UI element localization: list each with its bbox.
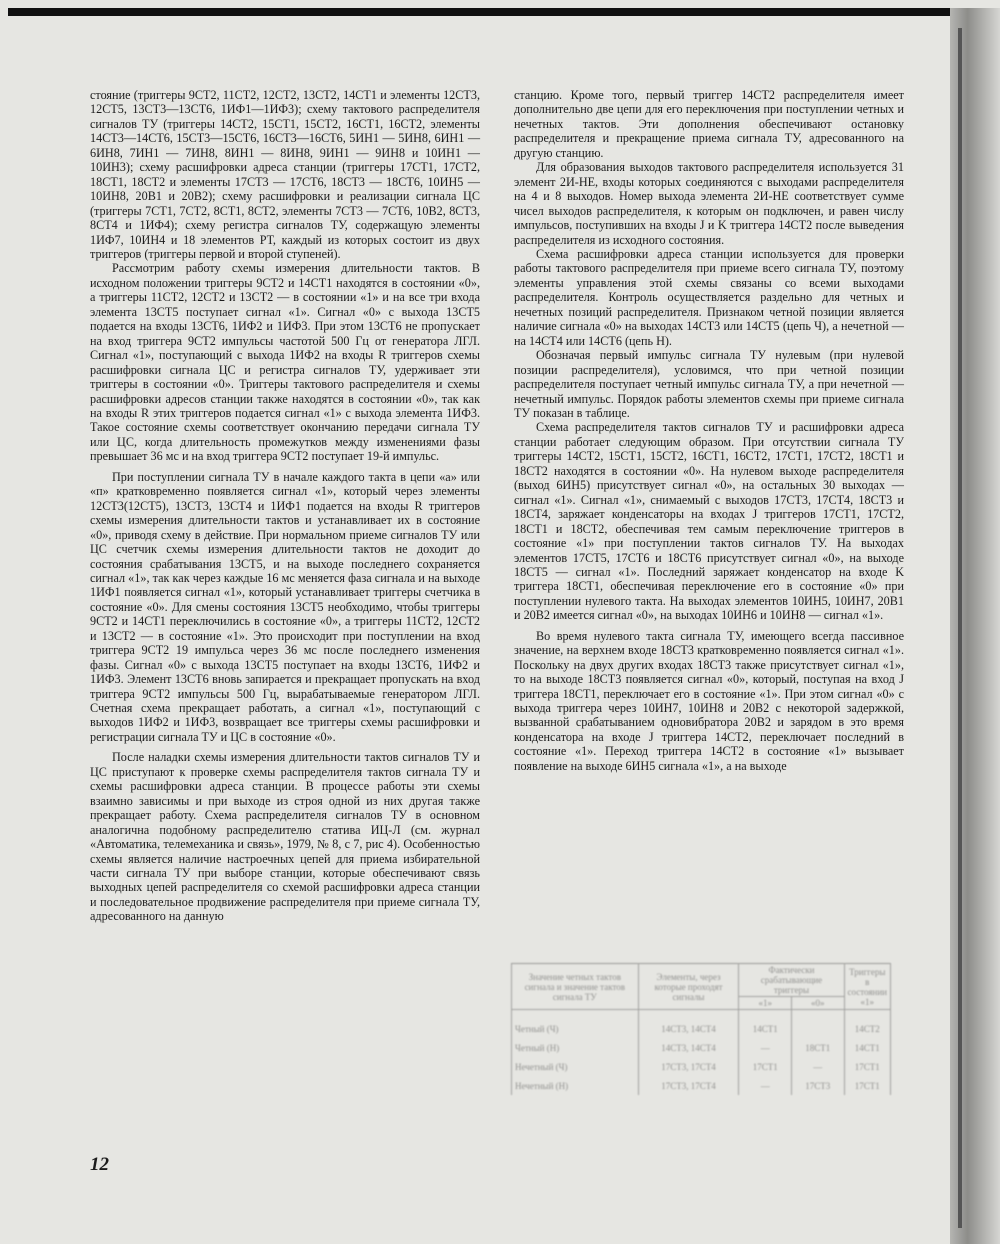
table-cell: 14СТ2: [844, 1010, 890, 1039]
signal-table: [511, 963, 891, 1149]
table-cell: Нечетный (Ч): [512, 1057, 639, 1076]
table-cell: [791, 1010, 844, 1039]
page-binding-edge: [950, 8, 1000, 1244]
table-cell: 14СТ1: [739, 1010, 792, 1039]
paragraph: стояние (триггеры 9СТ2, 11СТ2, 12СТ2, 13СТ2, 14СТ1 и элементы 12СТ3, 12СТ5, 13СТ3—13СТ6, 1ИФ1—1ИФ3); схему тактового распределителя сигналов ТУ (триггеры 14СТ2, 15СТ1, 15СТ2, 16СТ1, 16СТ2, элементы 14СТ3—14СТ6, 15СТ3—15СТ6, 16СТ3—16СТ6, 5ИН1 — 5ИН8, 6ИН1 — 6ИН8, 7ИН1 — 7ИН8, 8ИН1 — 8ИН8, 9ИН1 — 9ИН8 и 10ИН1 — 10ИН3); схему расшифровки адреса станции (триггеры 17СТ1, 17СТ2, 18СТ1, 18СТ2 и элементы 17СТ3 — 17СТ6, 18СТ3 — 18СТ6, 10ИН5 — 10ИН8, 20В1 и 20В2); схему расшифровки и реализации сигнала ЦС (триггеры 7СТ1, 7СТ2, 8СТ1, 8СТ2, элементы 7СТ3 — 7СТ6, 10В2, 8СТ3, 8СТ4 и 1ИФ4); схему регистра сигналов ТУ, содержащую элементы 1ИФ7, 10ИН4 и 18 элементов РТ, каждый из которых состоит из двух триггеров (триггеры первой и второй ступеней).: [90, 88, 480, 261]
paragraph: Для образования выходов тактового распределителя используется 31 элемент 2И-НЕ, входы которых соединяются с выходами распределителя на 4 и 8 выходов. Номер выхода элемента 2И-НЕ соответствует сумме чисел выходов распределителя, к которым он подключен, и равен числу импульсов, поступивших на входы J и K триггера 14СТ2 после выведения распределителя из исходного состояния.: [514, 160, 904, 247]
top-rule: [8, 8, 950, 16]
table-row: [512, 1010, 891, 1039]
table-cell: 17СТ1: [844, 1057, 890, 1076]
table-cell: 17СТ1: [844, 1076, 890, 1095]
table-header-triggers: Фактически срабатывающие триггеры: [739, 964, 844, 997]
right-text-column: [514, 88, 904, 773]
table-row: [512, 1076, 891, 1095]
paragraph: Схема распределителя тактов сигналов ТУ и расшифровки адреса станции работает следующим образом. При отсутствии сигнала ТУ триггеры 14СТ2, 15СТ1, 15СТ2, 16СТ1, 16СТ2, 17СТ1, 17СТ2, 18СТ1 и 18СТ2 находятся в состоянии «0». На нулевом выходе распределителя (выход 6ИН5) присутствует сигнал «0», на остальных 30 выходах — сигнал «1». Сигнал «1», снимаемый с выходов 17СТ3, 17СТ4, 18СТ3 и 18СТ4, заряжает конденсаторы на входах J триггеров 17СТ1, 17СТ2, 18СТ1 и 18СТ2, обеспечивая тем самым переключение триггеров в состояние «1» при поступлении тактов сигналов ТУ. На выходах элементов 17СТ5, 17СТ6 и 18СТ6 присутствует сигнал «0», на выходе 18СТ5 — сигнал «1». Последний заряжает конденсатор на входе K триггера 18СТ1, обеспечивая переключение его в состояние «0» при поступлении нулевого такта. На выходах элементов 10ИН5, 10ИН7, 20В1 и 20В2 имеется сигнал «0», на выходах 10ИН6 и 10ИН8 — сигнал «1».: [514, 420, 904, 623]
paragraph: Рассмотрим работу схемы измерения длительности тактов. В исходном положении триггеры 9СТ2 и 14СТ1 находятся в состоянии «0», а триггеры 11СТ2, 12СТ2 и 13СТ2 — в состоянии «1» и на все три входа элемента 13СТ5 поступает сигнал «1». Сигнал «0» с выхода 13СТ5 подается на входы 13СТ6, 1ИФ2 и 1ИФ3. При этом 13СТ6 не пропускает на вход триггера 9СТ2 импульсы частотой 500 Гц от генератора ЛГЛ. Сигнал «1», поступающий с выхода 1ИФ2 на входы R триггеров схемы расшифровки сигнала ЦС и регистра сигналов ТУ, удерживает эти триггеры в состоянии «0». Триггеры тактового распределителя и схемы расшифровки адресов станции также находятся в состоянии «0», так как на входы R этих триггеров подается сигнал «1» с выхода элемента 1ИФ3. Такое состояние схемы соответствует окончанию передачи сигнала ТУ или ЦС, когда длительность промежутков между изменениями фазы превышает 36 мс и на вход триггера 9СТ2 поступает 19-й импульс.: [90, 261, 480, 464]
table-cell: Нечетный (Н): [512, 1076, 639, 1095]
table-subheader-one: «1»: [739, 997, 792, 1010]
table-cell: —: [739, 1038, 792, 1057]
table-row: [512, 1057, 891, 1076]
table-cell: —: [739, 1076, 792, 1095]
table-cell: 14СТ1: [844, 1038, 890, 1057]
table-cell: 14СТ3, 14СТ4: [638, 1010, 739, 1039]
table-header-signal: Значение четных тактов сигнала и значение тактов сигнала ТУ: [512, 964, 639, 1010]
binding-shadow: [958, 28, 962, 1228]
table-cell: 17СТ3, 17СТ4: [638, 1076, 739, 1095]
table-cell: 17СТ3, 17СТ4: [638, 1057, 739, 1076]
paragraph: Обозначая первый импульс сигнала ТУ нулевым (при нулевой позиции распределителя), условимся, что при четной позиции распределителя поступает четный импульс сигнала ТУ, а при нечетной — нечетный импульс. Порядок работы элементов схемы при приеме сигнала ТУ показан в таблице.: [514, 348, 904, 420]
paragraph: Во время нулевого такта сигнала ТУ, имеющего всегда пассивное значение, на верхнем входе 18СТ3 кратковременно появляется сигнал «1». Поскольку на двух других входах 18СТ3 также присутствует сигнал «1», то на выходе 18СТ3 появляется сигнал «0», который, поступая на вход J триггера 18СТ1, переключает его в состояние «1». При этом сигнал «0» с выхода триггера через 10ИН7, 10ИН8 и 20В2 с некоторой задержкой, вызванной срабатыванием одновибратора 20В2 и зарядом в это время конденсатора на входе J триггера 14СТ2, переключает последний в состояние «1». Переход триггера 14СТ2 в состояние «1» вызывает появление на выходе 6ИН5 сигнала «1», а на выходе: [514, 628, 904, 773]
table-cell: Четный (Н): [512, 1038, 639, 1057]
table-cell: 14СТ3, 14СТ4: [638, 1038, 739, 1057]
left-text-column: [90, 88, 480, 924]
table-row: [512, 1038, 891, 1057]
table-subheader-zero: «0»: [791, 997, 844, 1010]
table-cell: 17СТ1: [739, 1057, 792, 1076]
paragraph: станцию. Кроме того, первый триггер 14СТ2 распределителя имеет дополнительно две цепи для его переключения при поступлении четных и нечетных тактов. Эти дополнения обеспечивают остановку распределителя и прекращение приема сигнала ТУ, адресованного на другую станцию.: [514, 88, 904, 160]
paragraph: При поступлении сигнала ТУ в начале каждого такта в цепи «а» или «п» кратковременно появляется сигнал «1», который через элементы 12СТ3(12СТ5), 13СТ3, 13СТ4 и 1ИФ1 подается на входы R триггеров схемы измерения длительности тактов и устанавливает их в состояние «0», приводя схему в действие. При нормальном приеме сигналов ТУ или ЦС счетчик схемы измерения длительности тактов не доходит до состояния срабатывания 13СТ5, и на выходе последнего сохраняется сигнал «1», так как через каждые 16 мс меняется фаза сигнала и на выходе 1ИФ1 появляется сигнал «1», который устанавливает триггеры счетчика в состояние «0». Для смены состояния 13СТ5 необходимо, чтобы триггеры 9СТ2 и 14СТ1 переключились в состояние «0», а триггеры 11СТ2, 12СТ2 и 13СТ2 — в состояние «1». Это происходит при поступлении на вход триггера 9СТ2 19 импульса через 36 мс после последнего изменения фазы. Сигнал «0» с выхода 13СТ5 поступает на входы 13СТ6, 1ИФ2 и 1ИФ3. Элемент 13СТ6 вновь запирается и прекращает пропускать на вход триггера 9СТ2 импульсы 500 Гц, вырабатываемые генератором ЛГЛ. Счетная схема прекращает работать, а сигнал «1», поступающий с выходов 1ИФ2 и 1ИФ3, возвращает все триггеры схемы расшифровки и регистрации сигнала ТУ и ЦС в состояние «0».: [90, 469, 480, 744]
table-cell: 17СТ3: [791, 1076, 844, 1095]
page-number: 12: [90, 1154, 109, 1175]
table-cell: 18СТ1: [791, 1038, 844, 1057]
table-header-elements: Элементы, через которые проходят сигналы: [638, 964, 739, 1010]
table-cell: —: [791, 1057, 844, 1076]
table-cell: Четный (Ч): [512, 1010, 639, 1039]
paragraph: После наладки схемы измерения длительности тактов сигналов ТУ и ЦС приступают к проверке схемы распределителя тактов сигнала ТУ и схемы расшифровки адреса станции. В процессе работы эти схемы взаимно зависимы и при выходе из строя одной из них другая также прекращает работу. Схема распределителя сигналов ТУ в основном аналогична подобному распределителю статива ИЦ-Л (см. журнал «Автоматика, телемеханика и связь», 1979, № 8, с 7, рис 4). Особенностью схемы является наличие настроечных цепей для приема избирательной части сигнала ТУ при выборе станции, которые обеспечивают связь выходных цепей распределителя со схемой расшифровки адреса станции и последовательное продвижение распределителя при приеме сигнала ТУ, адресованного на данную: [90, 750, 480, 924]
paragraph: Схема расшифровки адреса станции используется для проверки работы тактового распределителя при приеме всего сигнала ТУ, поэтому элементы управления этой схемы связаны со всеми выходами распределителя. Контроль осуществляется раздельно для четных и нечетных позиций распределителя. Признаком четной позиции является наличие сигнала «0» на выходах 14СТ3 или 14СТ5 (цепь Ч), а нечетной — на 14СТ4 или 14СТ6 (цепь Н).: [514, 246, 904, 348]
table-header-state: Триггеры в состоянии «1»: [844, 964, 890, 1010]
